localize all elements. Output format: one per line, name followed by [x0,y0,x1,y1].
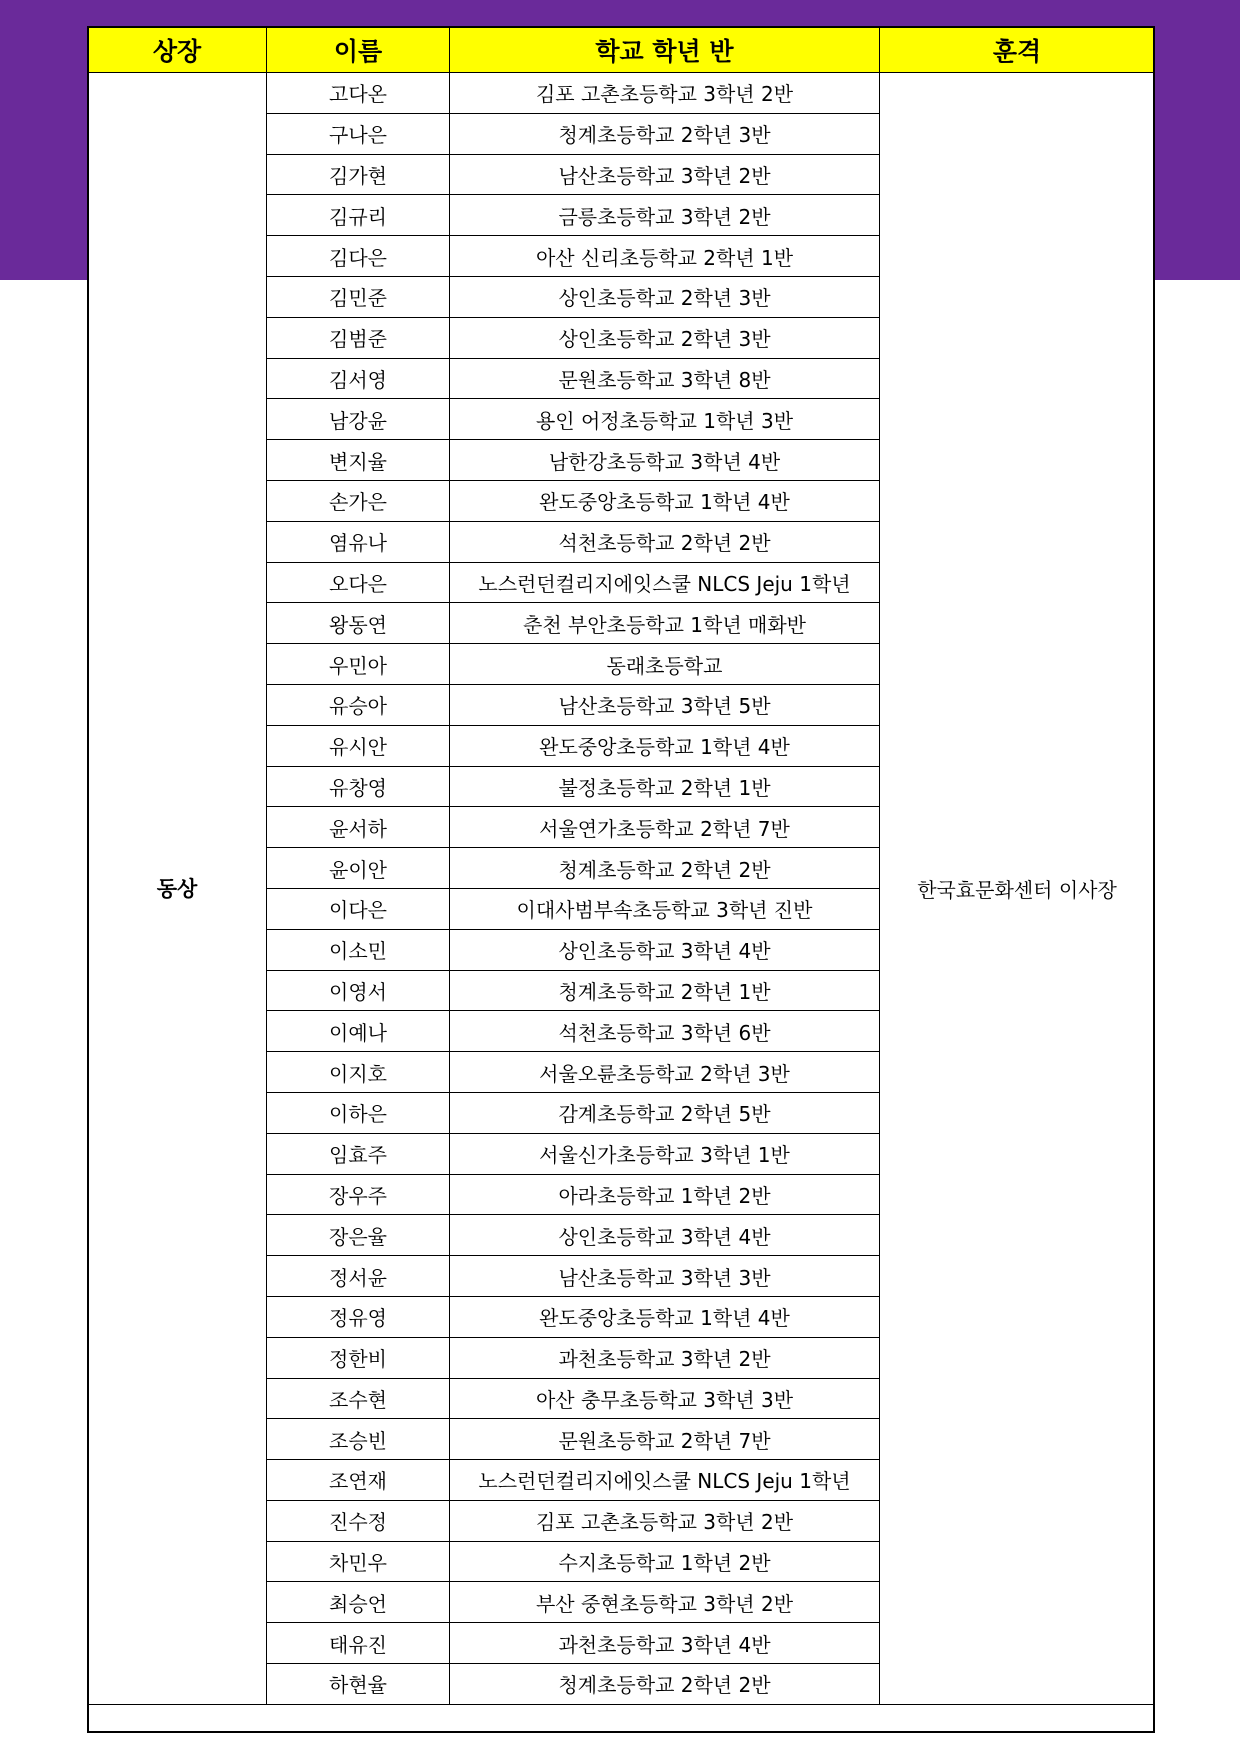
school-cell: 노스런던컬리지에잇스쿨 NLCS Jeju 1학년 [450,1460,880,1501]
school-cell: 상인초등학교 2학년 3반 [450,276,880,317]
name-cell: 차민우 [267,1541,450,1582]
school-cell: 청계초등학교 2학년 2반 [450,848,880,889]
name-cell: 김규리 [267,195,450,236]
school-cell: 청계초등학교 2학년 2반 [450,1664,880,1705]
header-award: 상장 [88,27,267,73]
name-cell: 김범준 [267,317,450,358]
name-cell: 정서윤 [267,1256,450,1297]
name-cell: 조수현 [267,1378,450,1419]
name-cell: 조승빈 [267,1419,450,1460]
school-cell: 감계초등학교 2학년 5반 [450,1092,880,1133]
school-cell: 서울신가초등학교 3학년 1반 [450,1133,880,1174]
name-cell: 남강윤 [267,399,450,440]
school-cell: 상인초등학교 3학년 4반 [450,929,880,970]
name-cell: 변지율 [267,440,450,481]
header-name: 이름 [267,27,450,73]
school-cell: 김포 고촌초등학교 3학년 2반 [450,1500,880,1541]
school-cell: 청계초등학교 2학년 3반 [450,113,880,154]
name-cell: 유시안 [267,725,450,766]
award-cell: 동상 [88,73,267,1705]
name-cell: 정한비 [267,1337,450,1378]
name-cell: 김다은 [267,236,450,277]
school-cell: 동래초등학교 [450,644,880,685]
name-cell: 장은율 [267,1215,450,1256]
name-cell: 염유나 [267,521,450,562]
school-cell: 완도중앙초등학교 1학년 4반 [450,480,880,521]
school-cell: 완도중앙초등학교 1학년 4반 [450,1296,880,1337]
name-cell: 태유진 [267,1623,450,1664]
name-cell: 최승언 [267,1582,450,1623]
name-cell: 왕동연 [267,603,450,644]
name-cell: 구나은 [267,113,450,154]
school-cell: 과천초등학교 3학년 4반 [450,1623,880,1664]
name-cell: 윤이안 [267,848,450,889]
school-cell: 노스런던컬리지에잇스쿨 NLCS Jeju 1학년 [450,562,880,603]
school-cell: 서울오륜초등학교 2학년 3반 [450,1052,880,1093]
school-cell: 불정초등학교 2학년 1반 [450,766,880,807]
school-cell: 남산초등학교 3학년 2반 [450,154,880,195]
name-cell: 김서영 [267,358,450,399]
name-cell: 이하은 [267,1092,450,1133]
school-cell: 부산 중현초등학교 3학년 2반 [450,1582,880,1623]
name-cell: 하현율 [267,1664,450,1705]
header-honor: 훈격 [880,27,1155,73]
name-cell: 고다온 [267,73,450,114]
school-cell: 이대사범부속초등학교 3학년 진반 [450,888,880,929]
name-cell: 이소민 [267,929,450,970]
school-cell: 아산 충무초등학교 3학년 3반 [450,1378,880,1419]
table-header [88,27,1155,73]
name-cell: 조연재 [267,1460,450,1501]
school-cell: 서울연가초등학교 2학년 7반 [450,807,880,848]
name-cell: 오다은 [267,562,450,603]
school-cell: 문원초등학교 3학년 8반 [450,358,880,399]
school-cell: 아산 신리초등학교 2학년 1반 [450,236,880,277]
header-row [88,27,1155,73]
school-cell: 청계초등학교 2학년 1반 [450,970,880,1011]
school-cell: 남한강초등학교 3학년 4반 [450,440,880,481]
name-cell: 손가은 [267,480,450,521]
school-cell: 아라초등학교 1학년 2반 [450,1174,880,1215]
school-cell: 수지초등학교 1학년 2반 [450,1541,880,1582]
school-cell: 상인초등학교 2학년 3반 [450,317,880,358]
school-cell: 춘천 부안초등학교 1학년 매화반 [450,603,880,644]
school-cell: 남산초등학교 3학년 3반 [450,1256,880,1297]
table-body [88,73,1155,1705]
name-cell: 임효주 [267,1133,450,1174]
name-cell: 이지호 [267,1052,450,1093]
name-cell: 이영서 [267,970,450,1011]
name-cell: 정유영 [267,1296,450,1337]
name-cell: 장우주 [267,1174,450,1215]
name-cell: 유창영 [267,766,450,807]
award-table [87,26,1155,1705]
school-cell: 용인 어정초등학교 1학년 3반 [450,399,880,440]
header-school: 학교 학년 반 [450,27,880,73]
school-cell: 문원초등학교 2학년 7반 [450,1419,880,1460]
name-cell: 이다은 [267,888,450,929]
school-cell: 완도중앙초등학교 1학년 4반 [450,725,880,766]
name-cell: 유승아 [267,684,450,725]
name-cell: 이예나 [267,1011,450,1052]
school-cell: 남산초등학교 3학년 5반 [450,684,880,725]
name-cell: 진수정 [267,1500,450,1541]
table-row [88,73,1155,114]
school-cell: 금릉초등학교 3학년 2반 [450,195,880,236]
name-cell: 우민아 [267,644,450,685]
school-cell: 과천초등학교 3학년 2반 [450,1337,880,1378]
name-cell: 김가현 [267,154,450,195]
name-cell: 윤서하 [267,807,450,848]
school-cell: 석천초등학교 3학년 6반 [450,1011,880,1052]
honor-cell: 한국효문화센터 이사장 [880,73,1155,1705]
name-cell: 김민준 [267,276,450,317]
school-cell: 김포 고촌초등학교 3학년 2반 [450,73,880,114]
school-cell: 상인초등학교 3학년 4반 [450,1215,880,1256]
school-cell: 석천초등학교 2학년 2반 [450,521,880,562]
